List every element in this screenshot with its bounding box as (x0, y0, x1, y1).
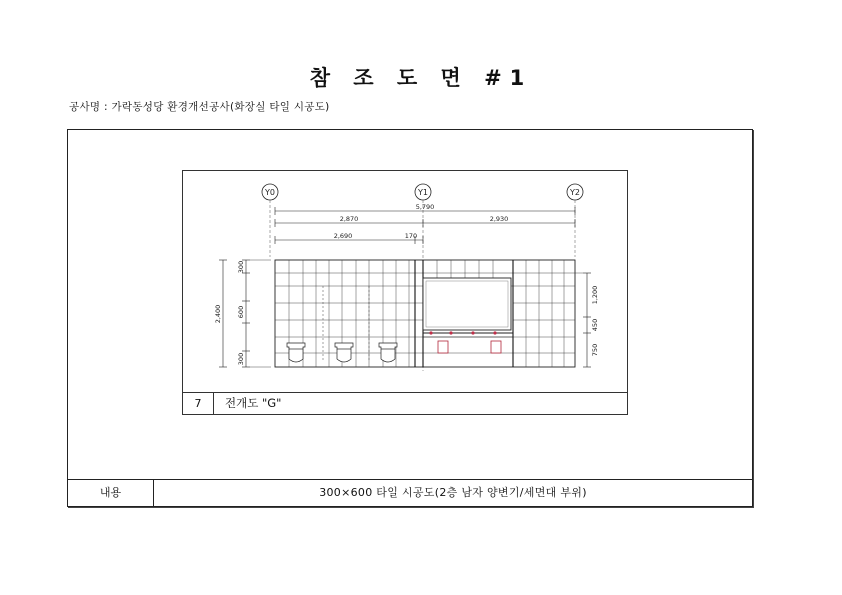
dim-seg-right: 2,930 (489, 215, 509, 223)
drawing-number: 7 (183, 393, 214, 414)
top-dimensions (275, 207, 575, 244)
dim-left-bottom: 300 (237, 352, 245, 366)
content-description: 300×600 타일 시공도(2층 남자 양변기/세면대 부위) (319, 486, 587, 499)
grid-label-y0: Y0 (265, 188, 275, 197)
elevation-drawing (182, 170, 628, 415)
content-label: 내용 (68, 480, 154, 506)
dim-seg-left: 2,870 (339, 215, 359, 223)
right-dimensions (575, 273, 591, 367)
dim-left-mid: 600 (237, 305, 245, 319)
dim-overall: 5,790 (415, 203, 435, 211)
mirror (423, 278, 511, 330)
dim-left-top: 300 (237, 260, 245, 274)
left-dimensions (219, 260, 271, 367)
drawing-title: 전개도 "G" (225, 396, 282, 410)
grid-label-y2: Y2 (570, 188, 580, 197)
dim-right-top: 1,200 (591, 285, 599, 305)
dim-right-mid: 450 (591, 318, 599, 332)
page-title: 참 조 도 면 #1 (309, 66, 533, 90)
project-name: 공사명 : 가락동성당 환경개선공사(화장실 타일 시공도) (69, 101, 330, 113)
dim-sub-mid: 170 (404, 232, 418, 240)
dim-left-total: 2,400 (214, 304, 222, 324)
drawing-caption (183, 392, 627, 414)
grid-label-y1: Y1 (418, 188, 428, 197)
grid-bubble-y0 (262, 184, 278, 257)
dim-right-bottom: 750 (591, 343, 599, 357)
dim-sub-left: 2,690 (333, 232, 353, 240)
content-row (68, 479, 752, 506)
elevation-svg (183, 171, 629, 416)
